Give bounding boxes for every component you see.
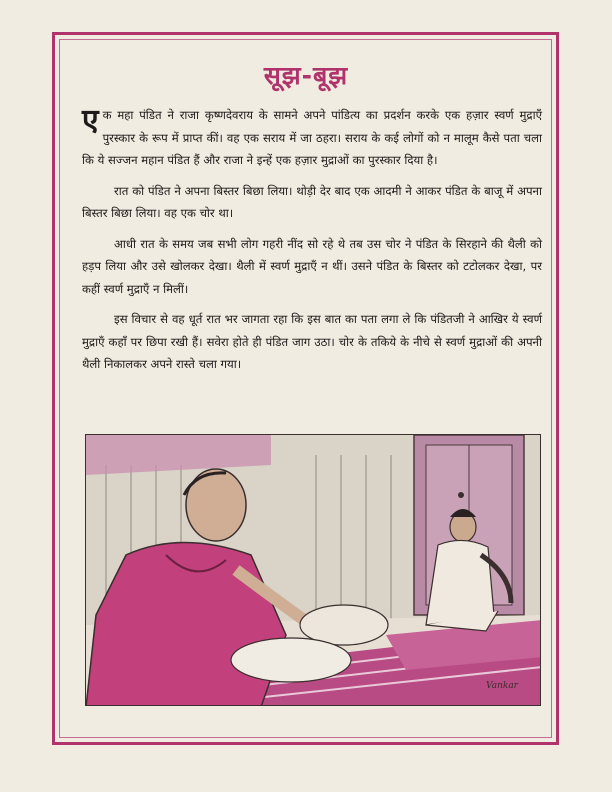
story-illustration [85,434,541,706]
illustration-scene [86,435,541,706]
paragraph-2: रात को पंडित ने अपना बिस्तर बिछा लिया। थोड़ी देर बाद एक आदमी ने आकर पंडित के बाजू में अपना बिस्तर बिछा लिया। वह एक चोर था। [82,183,542,220]
story-body [82,104,542,384]
paragraph-4: इस विचार से वह धूर्त रात भर जागता रहा कि इस बात का पता लगा ले कि पंडितजी ने आखिर ये स्वर्ण मुद्राएँ कहाँ पर छिपा रखी हैं। सवेरा होते ही पंडित जाग उठा। चोर के तकिये के नीचे से स्वर्ण मुद्राओं की अपनी थैली निकालकर अपने रास्ते चला गया। [82,312,542,371]
paragraph-1-text: क महा पंडित ने राजा कृष्णदेवराय के सामने अपने पांडित्य का प्रदर्शन करके एक हज़ार स्वर्ण मुद्राएँ पुरस्कार के रूप में प्राप्त कीं। वह एक सराय में जा ठहरा। सराय के कई लोगों को न मालूम कैसे पता चला कि ये सज्जन महान पंडित हैं और राजा ने इन्हें एक हज़ार मुद्राओं का पुरस्कार दिया है। [82,108,542,167]
paragraph-1 [82,104,542,172]
story-title: सूझ-बूझ [263,61,349,90]
paragraph-3: आधी रात के समय जब सभी लोग गहरी नींद सो रहे थे तब उस चोर ने पंडित के सिरहाने की थैली को हड़प लिया और उसे खोलकर देखा। थैली में स्वर्ण मुद्राएँ न थीं। उसने पंडित के बिस्तर को टटोलकर देखा, पर कहीं स्वर्ण मुद्राएँ न मिलीं। [82,236,542,296]
dropcap: ए [82,103,99,138]
artist-signature: Vankar [486,681,518,691]
